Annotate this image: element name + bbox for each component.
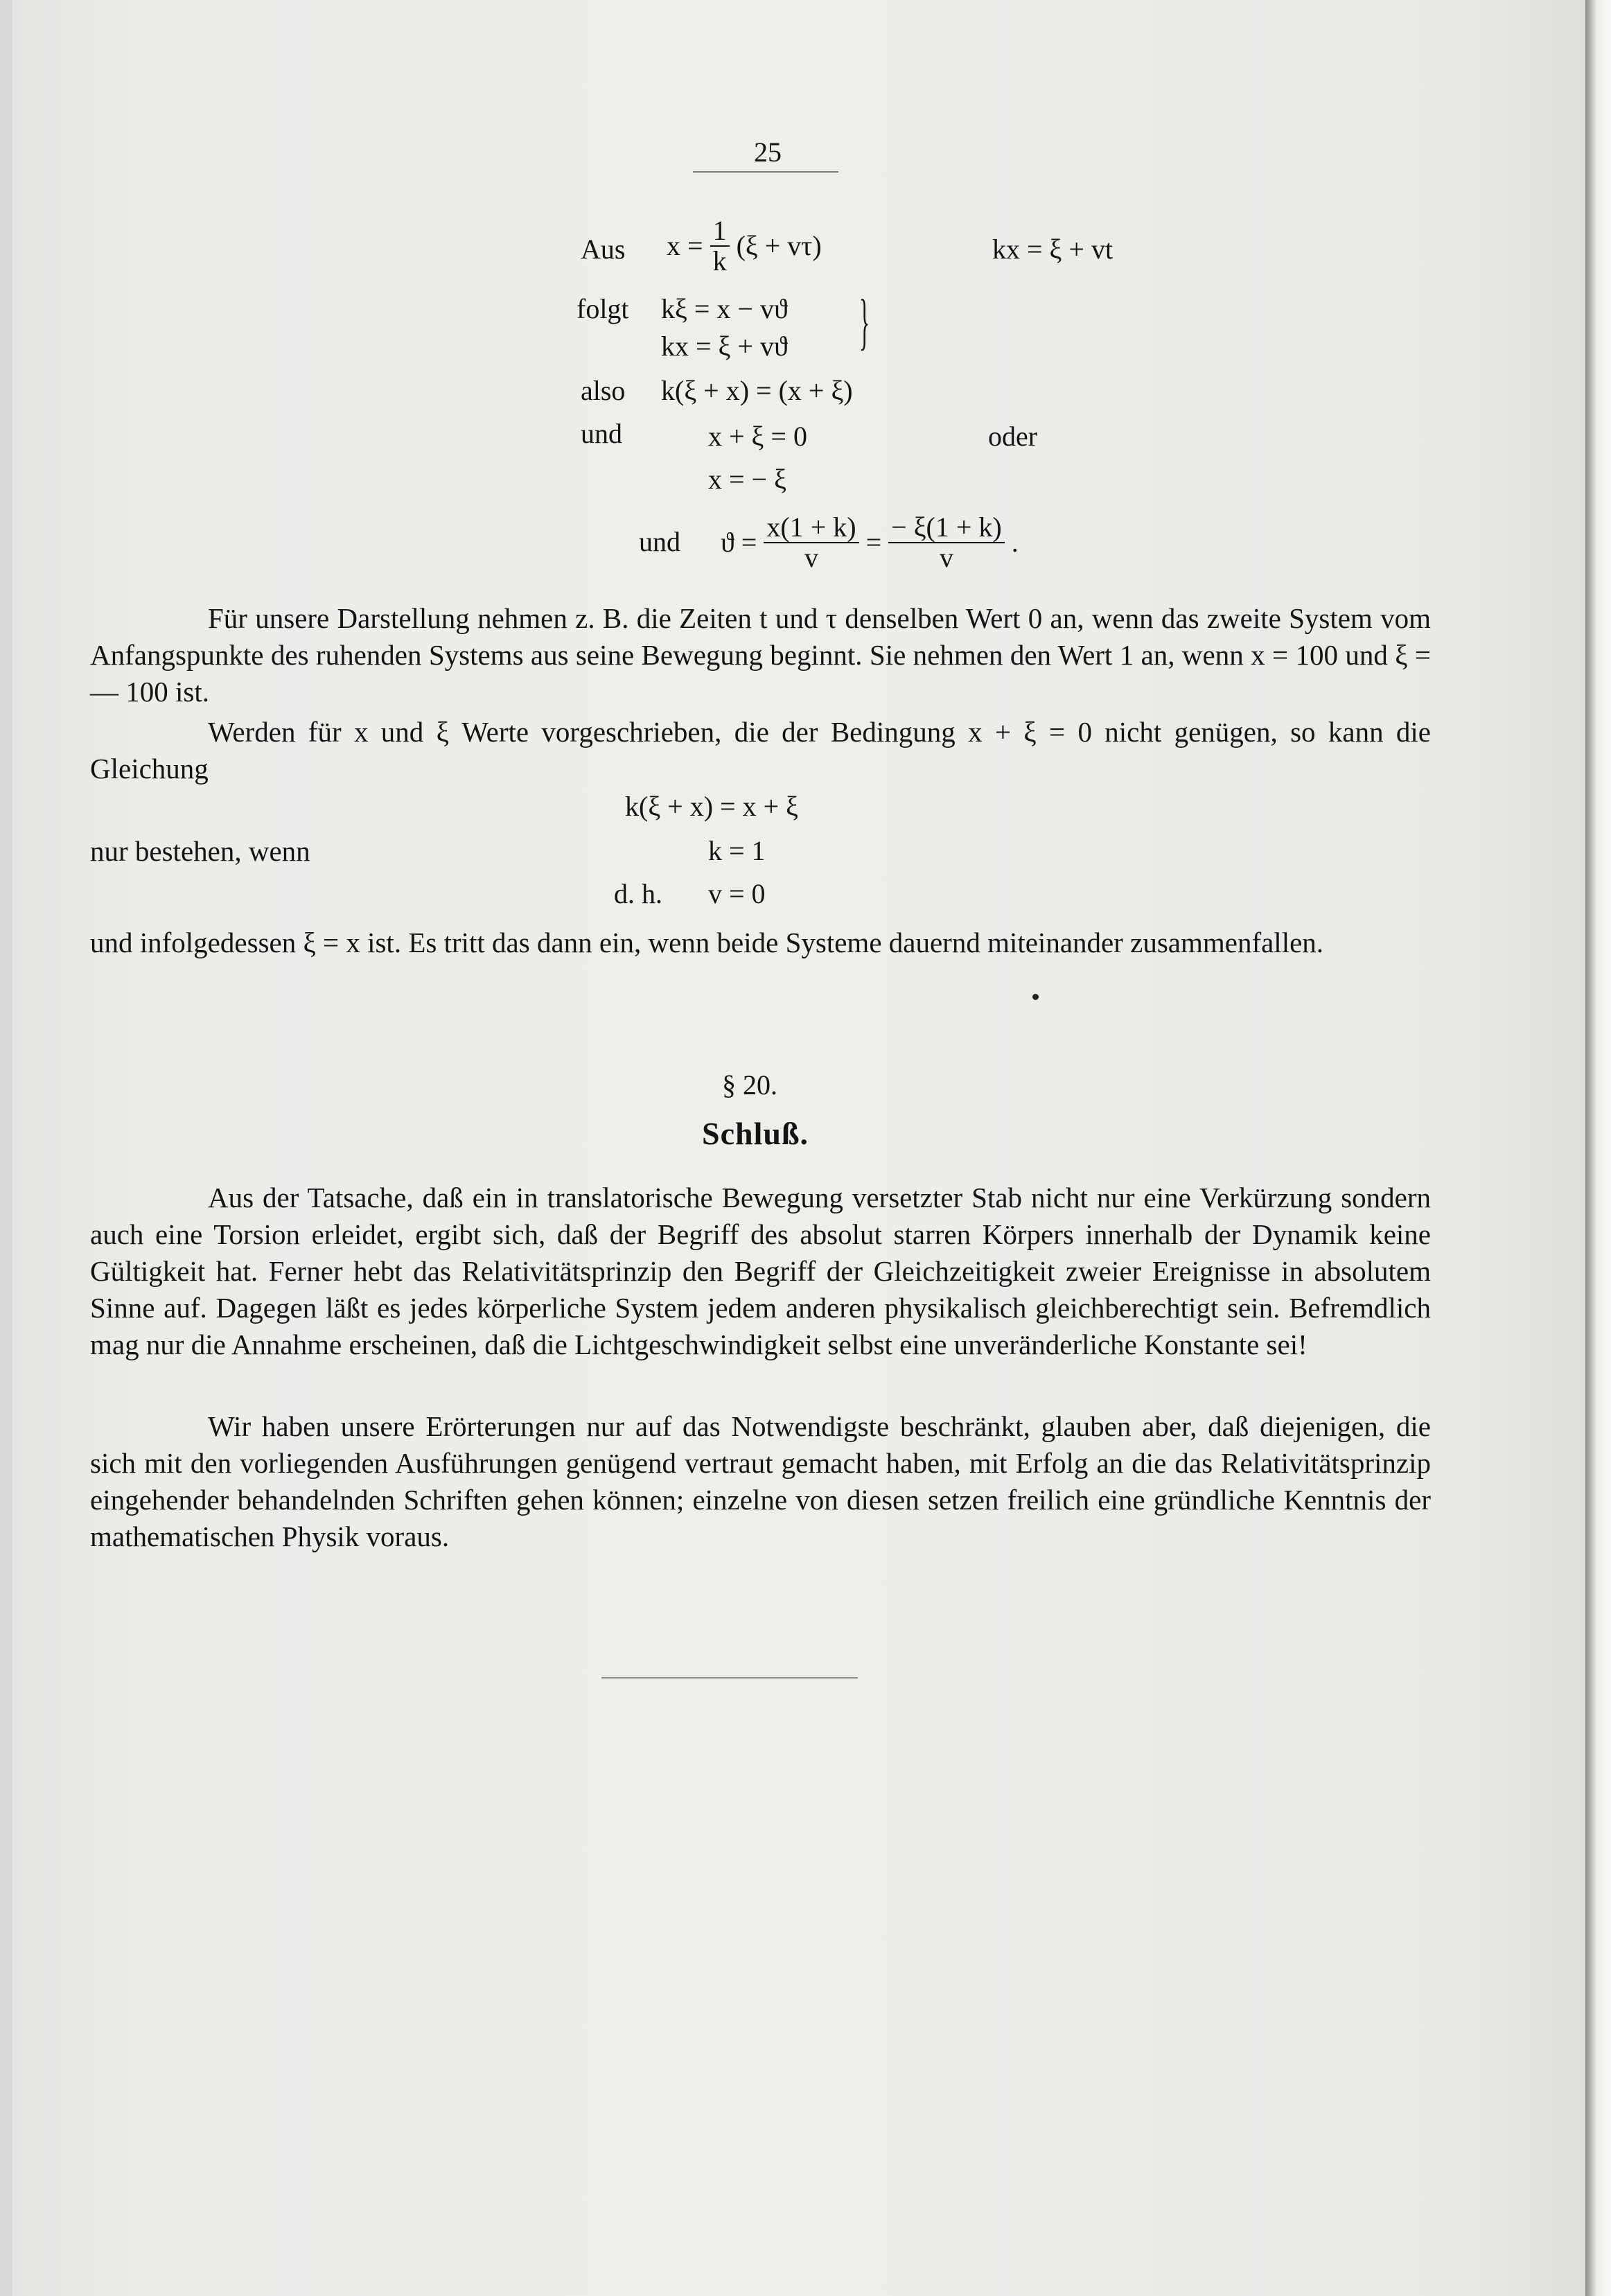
- eq-und2-fraction2: [888, 513, 1005, 572]
- eq-und-label: und: [581, 418, 622, 449]
- eq-und2-den2: v: [939, 542, 953, 573]
- eq2-line3: v = 0: [708, 878, 766, 909]
- eq-aus-fraction: [710, 216, 730, 276]
- paragraph-2: Werden für x und ξ Werte vorgeschrieben, die der Bedingung x + ξ = 0 nicht genügen, so kann die Gleichung: [90, 716, 1431, 785]
- eq-aus-rhs: (ξ + vτ): [736, 230, 822, 261]
- eq-folgt-label: folgt: [576, 293, 629, 324]
- eq-aus: [667, 216, 822, 276]
- eq-und2-lhs: ϑ =: [721, 527, 757, 558]
- eq2-dh-label: d. h.: [614, 878, 662, 909]
- eq-x: x = − ξ: [708, 464, 786, 495]
- eq-und2-den1: v: [804, 542, 818, 573]
- eq-aus-lhs: x =: [667, 230, 703, 261]
- eq-und2-num2: − ξ(1 + k): [888, 513, 1005, 543]
- page-edge-shadow: [1585, 0, 1611, 2296]
- eq-folgt-line2: kx = ξ + vϑ: [661, 331, 788, 362]
- eq-und2-mid: =: [865, 527, 882, 558]
- paragraph-4: Aus der Tatsache, daß ein in translatorische Bewegung versetzter Stab nicht nur eine Verkürzung sondern auch eine Torsion erleidet, ergibt sich, daß der Begriff des absolut starren Körpers innerhalb der Dynamik keine Gültigkeit hat. Ferner hebt das Relativitätsprinzip den Begriff der Gleichzeitigkeit zweier Ereignisse in absolutem Sinne auf. Dagegen läßt es jedes körperliche System jedem anderen physikalisch gleichberechtigt sein. Befremdlich mag nur die Annahme erscheinen, daß die Lichtgeschwindigkeit selbst eine unveränderliche Konstante sei!: [90, 1182, 1431, 1360]
- eq-und2-fraction1: [764, 513, 859, 572]
- paragraph-1: Für unsere Darstellung nehmen z. B. die Zeiten t und τ denselben Wert 0 an, wenn das zweite System vom Anfangspunkte des ruhenden Systems aus seine Bewegung beginnt. Sie nehmen den Wert 1 an, wenn x = 100 und ξ = — 100 ist.: [90, 602, 1431, 708]
- page-number: 25: [754, 137, 782, 168]
- paragraph-3: und infolgedessen ξ = x ist. Es tritt das dann ein, wenn beide Systeme dauernd miteinander zusammenfallen.: [90, 927, 1324, 958]
- eq-folgt-line1: kξ = x − vϑ: [661, 293, 788, 324]
- eq-folgt-brace: }: [859, 288, 870, 356]
- eq-und: x + ξ = 0: [708, 421, 807, 452]
- eq-aus-right: kx = ξ + vt: [992, 234, 1113, 265]
- section-number: § 20.: [722, 1069, 777, 1101]
- ink-speck: [1032, 994, 1039, 1000]
- eq-und2: [721, 513, 1019, 572]
- eq-also: k(ξ + x) = (x + ξ): [661, 375, 853, 406]
- eq-aus-label: Aus: [581, 234, 626, 265]
- eq-oder-label: oder: [988, 421, 1038, 452]
- section-title: Schluß.: [702, 1116, 809, 1151]
- eq-und2-num1: x(1 + k): [764, 513, 859, 543]
- header-rule: [693, 171, 838, 173]
- eq-aus-den: k: [712, 245, 727, 277]
- eq2-line2: k = 1: [708, 835, 766, 866]
- eq2-line1: k(ξ + x) = x + ξ: [625, 791, 798, 822]
- eq-und2-label: und: [639, 526, 680, 557]
- eq-also-label: also: [581, 375, 626, 406]
- eq-aus-num: 1: [710, 216, 730, 247]
- paragraph-5: Wir haben unsere Erörterungen nur auf das Notwendigste beschränkt, glauben aber, daß diejenigen, die sich mit den vorliegenden Ausführungen genügend vertraut gemacht haben, mit Erfolg an die das Relativitätsprinzip eingehender behandelnden Schriften gehen können; einzelne von diesen setzen freilich eine gründliche Kenntnis der mathematischen Physik voraus.: [90, 1410, 1431, 1552]
- eq2-nur-label: nur bestehen, wenn: [90, 835, 310, 867]
- eq-und2-end: .: [1011, 527, 1019, 558]
- closing-rule: [601, 1677, 858, 1679]
